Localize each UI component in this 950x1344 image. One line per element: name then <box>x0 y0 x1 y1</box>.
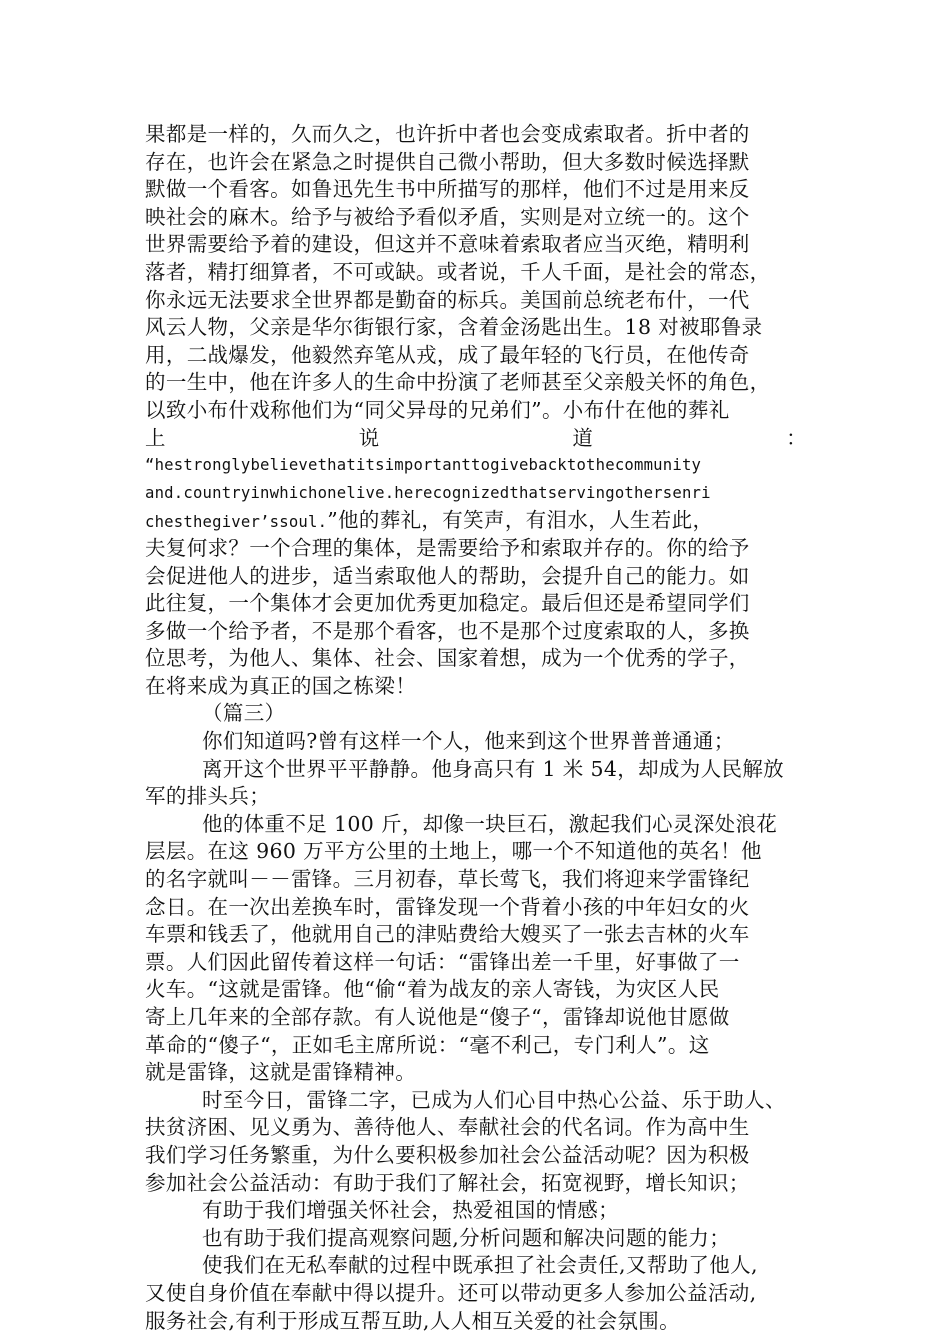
paragraph-start: 离开这个世界平平静静。他身高只有 1 米 54，却成为人民解放 <box>202 756 785 781</box>
text-line: 此往复，一个集体才会更加优秀更加稳定。最后但还是希望同学们 <box>145 591 750 616</box>
text-line: 落者，精打细算者，不可或缺。或者说，千人千面，是社会的常态， <box>145 259 771 284</box>
spread-char: ： <box>786 425 807 450</box>
spread-text-line <box>145 425 807 453</box>
text-line: 果都是一样的，久而久之，也许折中者也会变成索取者。折中者的 <box>145 122 750 146</box>
text-line: 念日。在一次出差换车时，雷锋发现一个背着小孩的中年妇女的火 <box>145 894 750 919</box>
text-line: 服务社会,有利于形成互帮互助,人人相互关爱的社会氛围。 <box>145 1308 680 1333</box>
text-line: 会促进他人的进步，适当索取他人的帮助，会提升自己的能力。如 <box>145 563 750 588</box>
text-line: 车票和钱丢了，他就用自己的津贴费给大嫂买了一张去吉林的火车 <box>145 922 750 947</box>
text-line: 扶贫济困、见义勇为、善待他人、奉献社会的代名词。作为高中生 <box>145 1115 750 1140</box>
text-line: 夫复何求？一个合理的集体，是需要给予和索取并存的。你的给予 <box>145 535 750 560</box>
text-line: 票。人们因此留传着这样一句话：“雷锋出差一千里，好事做了一 <box>145 949 740 974</box>
paragraph-start: 你们知道吗?曾有这样一个人，他来到这个世界普普通通； <box>202 729 735 754</box>
text-line: 寄上几年来的全部存款。有人说他是“傻子“，雷锋却说他甘愿做 <box>145 1005 730 1029</box>
spread-char: 道 <box>572 425 594 450</box>
text-line: 世界需要给予着的建设，但这并不意味着索取者应当灭绝，精明利 <box>145 232 750 257</box>
spread-char: 上 <box>145 425 166 450</box>
text-line: 用，二战爆发，他毅然弃笔从戎，成了最年轻的飞行员，在他传奇 <box>145 342 750 367</box>
text-line: 又使自身价值在奉献中得以提升。还可以带动更多人参加公益活动, <box>145 1280 757 1305</box>
text-line: 的名字就叫－－雷锋。三月初春，草长莺飞，我们将迎来学雷锋纪 <box>145 867 750 892</box>
text-line: 风云人物，父亲是华尔街银行家，含着金汤匙出生。18 对被耶鲁录 <box>145 315 763 340</box>
section-title: （篇三） <box>202 701 286 726</box>
paragraph-start: 也有助于我们提高观察问题,分析问题和解决问题的能力； <box>202 1225 731 1250</box>
quote-continuation: ”他的葬礼，有笑声，有泪水，人生若此， <box>327 508 714 533</box>
paragraph-start: 有助于我们增强关怀社会，热爱祖国的情感； <box>202 1198 619 1223</box>
text-line: 就是雷锋，这就是雷锋精神。 <box>145 1060 417 1085</box>
mixed-quote-line <box>145 507 807 535</box>
text-line: 以致小布什戏称他们为“同父异母的兄弟们”。小布什在他的葬礼 <box>145 397 730 422</box>
text-line: 存在，也许会在紧急之时提供自己微小帮助，但大多数时候选择默 <box>145 149 750 174</box>
text-line: 参加社会公益活动：有助于我们了解社会，拓宽视野，增长知识； <box>145 1170 750 1195</box>
text-line: 革命的“傻子“，正如毛主席所说：“毫不利己，专门利人”。这 <box>145 1032 710 1057</box>
english-quote-end: chesthegiver’ssoul. <box>145 513 328 532</box>
english-quote-line: and.countryinwhichonelive.herecognizedthatservingothersenri <box>145 483 711 502</box>
spread-char: 说 <box>358 425 380 450</box>
text-line: 的一生中，他在许多人的生命中扮演了老师甚至父亲般关怀的角色， <box>145 370 771 395</box>
text-line: 默做一个看客。如鲁迅先生书中所描写的那样，他们不过是用来反 <box>145 177 750 202</box>
document-body <box>145 121 807 1335</box>
text-line: 我们学习任务繁重，为什么要积极参加社会公益活动呢？因为积极 <box>145 1142 750 1167</box>
paragraph-start: 使我们在无私奉献的过程中既承担了社会责任,又帮助了他人, <box>202 1253 758 1278</box>
text-line: 火车。“这就是雷锋。他“偷“着为战友的亲人寄钱，为灾区人民 <box>145 977 720 1002</box>
english-quote-line: “hestronglybelievethatitsimportanttogivebacktothecommunity <box>145 456 702 475</box>
text-line: 军的排头兵； <box>145 784 271 809</box>
text-line: 映社会的麻木。给予与被给予看似矛盾，实则是对立统一的。这个 <box>145 204 750 229</box>
text-line: 你永远无法要求全世界都是勤奋的标兵。美国前总统老布什，一代 <box>145 287 750 312</box>
text-line: 多做一个给予者，不是那个看客，也不是那个过度索取的人，多换 <box>145 618 750 643</box>
paragraph-start: 他的体重不足 100 斤，却像一块巨石，激起我们心灵深处浪花 <box>202 811 778 836</box>
text-line: 层层。在这 960 万平方公里的土地上，哪一个不知道他的英名！他 <box>145 839 762 864</box>
text-line: 位思考，为他人、集体、社会、国家着想，成为一个优秀的学子， <box>145 646 750 671</box>
text-line: 在将来成为真正的国之栋梁！ <box>145 673 417 698</box>
paragraph-start: 时至今日，雷锋二字，已成为人们心目中热心公益、乐于助人、 <box>202 1087 786 1112</box>
